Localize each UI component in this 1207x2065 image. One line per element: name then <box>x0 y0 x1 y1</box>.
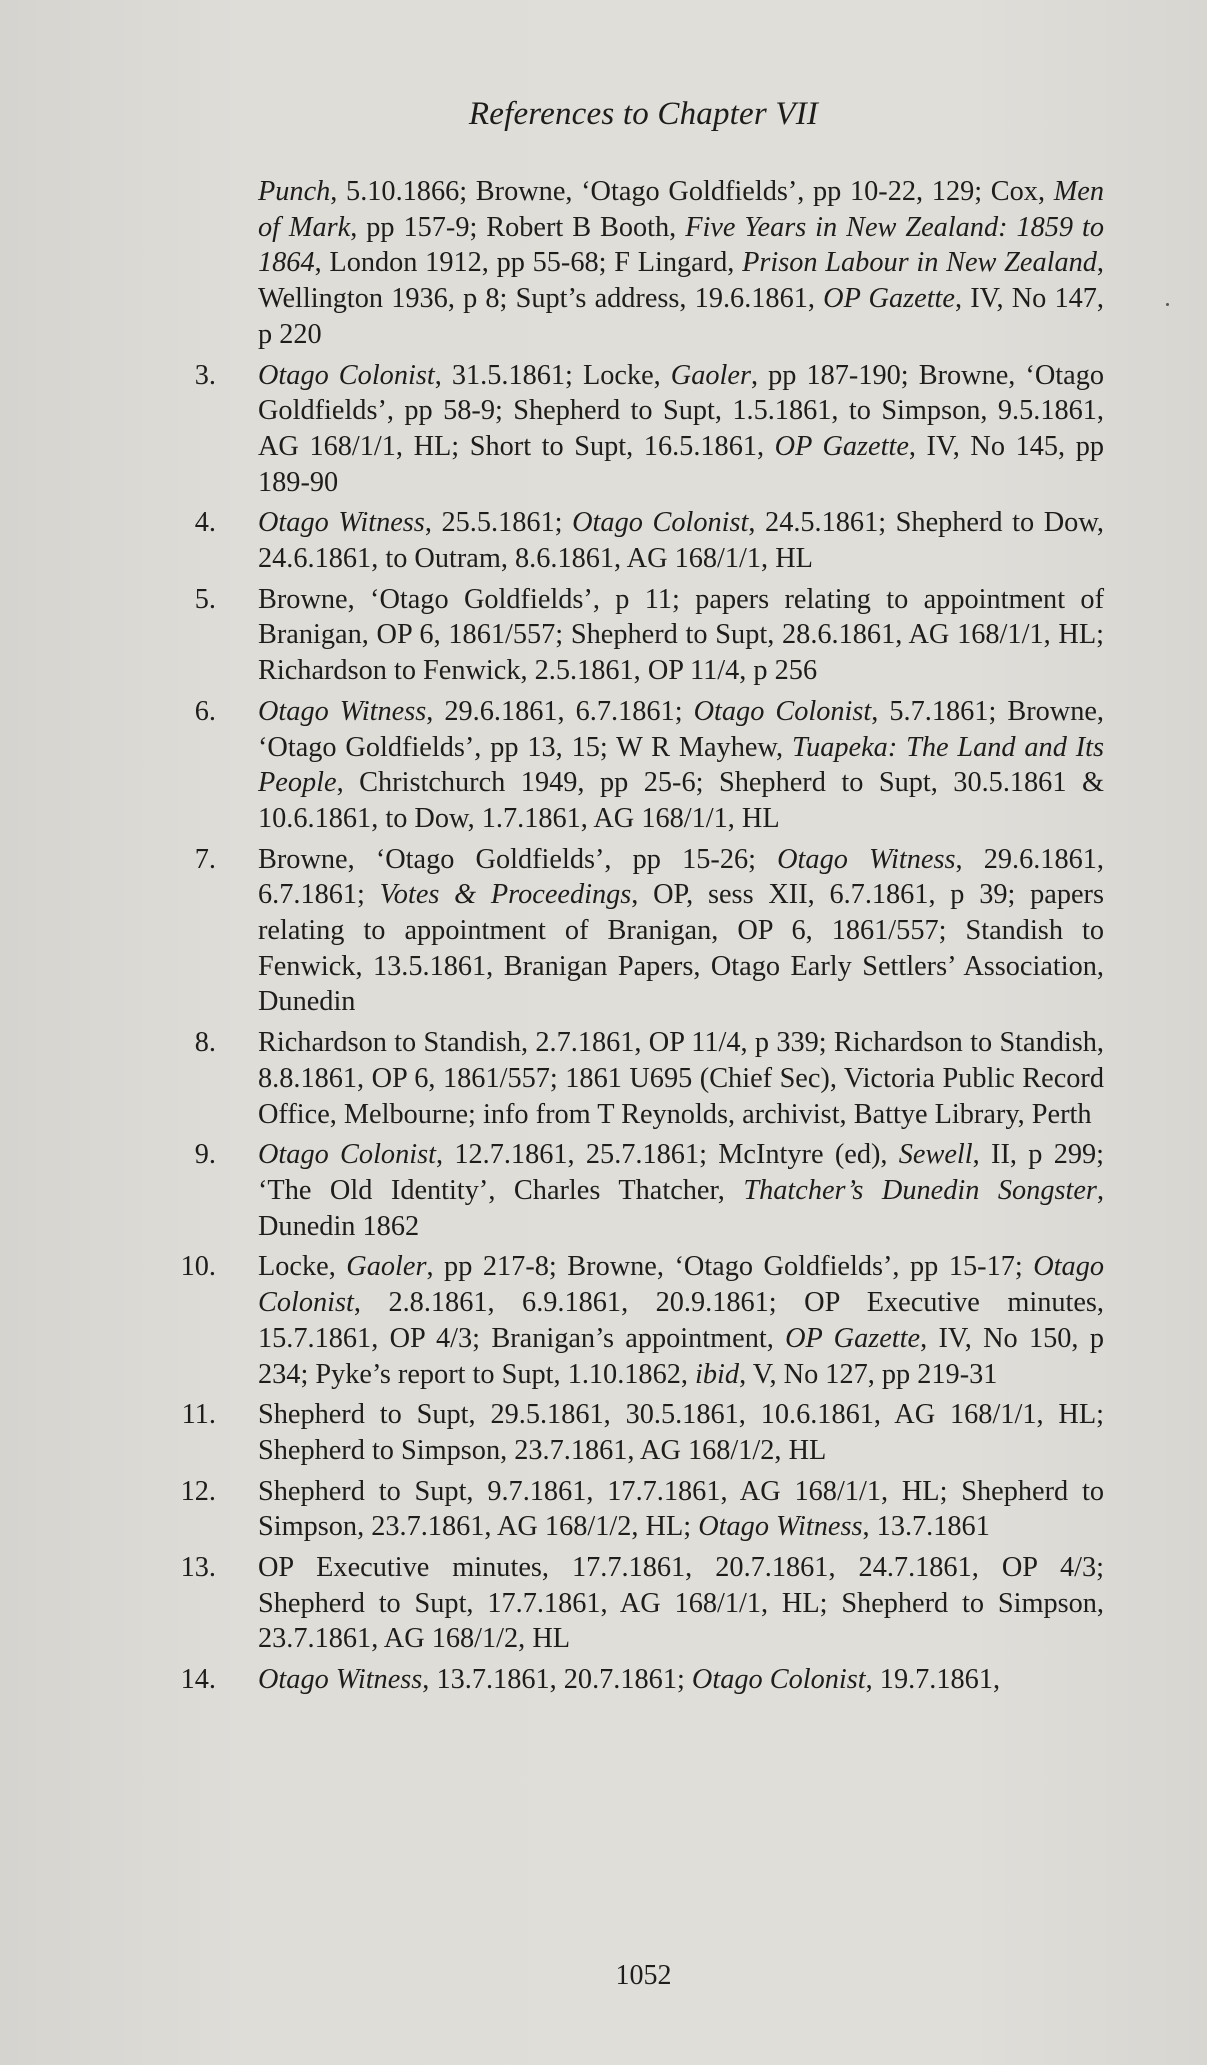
reference-text <box>258 1552 1104 1654</box>
reference-title: Punch <box>258 176 331 207</box>
reference-entry <box>176 1137 1104 1244</box>
reference-title: Votes & Proceedings <box>379 879 632 911</box>
reference-segment: Shepherd to Supt, 29.5.1861, 30.5.1861, 10.6.1861, AG 168/1/1, HL; Shepherd to Simpson, 23.7.1861, AG 168/1/2, HL <box>258 1399 1104 1466</box>
reference-number: 10. <box>180 1251 216 1283</box>
reference-segment: , 2.8.1861, 6.9.1861, 20.9.1861; OP Executive minutes, 15.7.1861, OP 4/3; Branigan’s appointment, <box>258 1287 1104 1354</box>
reference-segment: , 13.7.1861, 20.7.1861; <box>422 1664 692 1696</box>
reference-segment: , IV, No 147, p 220 <box>258 283 1105 350</box>
reference-segment: Browne, ‘Otago Goldfields’, pp 15-26; <box>258 843 778 875</box>
reference-entry <box>176 1662 1104 1698</box>
reference-entry <box>176 1397 1104 1468</box>
reference-text <box>258 1399 1104 1466</box>
reference-entry <box>176 1474 1104 1545</box>
reference-entry <box>176 174 1104 353</box>
reference-title: Otago Colonist <box>258 1139 436 1171</box>
reference-segment: , pp 217-8; Browne, ‘Otago Goldfields’, pp 15-17; <box>426 1251 1034 1283</box>
reference-text <box>258 360 1104 498</box>
reference-title: Thatcher’s Dunedin Songster <box>743 1174 1097 1206</box>
reference-entry <box>176 1249 1104 1392</box>
reference-number: 9. <box>194 1139 216 1171</box>
reference-number: 3. <box>194 359 216 391</box>
reference-text <box>258 696 1104 834</box>
reference-segment: , 29.6.1861, 6.7.1861; <box>426 695 694 727</box>
reference-title: Otago Colonist <box>572 507 749 539</box>
reference-text <box>258 844 1104 1018</box>
reference-title: Otago Colonist <box>258 1251 1104 1319</box>
reference-segment: , Dunedin 1862 <box>258 1174 1105 1242</box>
reference-text <box>258 1251 1104 1389</box>
reference-segment: , 13.7.1861 <box>862 1511 990 1543</box>
reference-segment: Locke, <box>258 1251 347 1283</box>
reference-title: Otago Colonist <box>258 359 435 391</box>
reference-number: 14. <box>180 1664 216 1696</box>
reference-title: Otago Witness <box>777 843 956 875</box>
reference-segment: , 5.10.1866; Browne, ‘Otago Goldfields’, pp 10-22, 129; Cox, <box>330 176 1054 207</box>
reference-segment: , IV, No 150, p 234; Pyke’s report to Supt, 1.10.1862, <box>258 1322 1104 1390</box>
reference-entry <box>176 694 1104 837</box>
reference-text <box>258 176 1104 350</box>
reference-title: Five Years in New Zealand: 1859 to 1864 <box>258 211 1104 279</box>
reference-entry <box>176 842 1104 1021</box>
reference-title: Otago Colonist <box>691 1664 866 1696</box>
reference-entry <box>176 1550 1104 1657</box>
reference-segment: OP Executive minutes, 17.7.1861, 20.7.1861, 24.7.1861, OP 4/3; Shepherd to Supt, 17.7.1861, AG 168/1/1, HL; Shepherd to Simpson, 23.7.1861, AG 168/1/2, HL <box>258 1552 1104 1655</box>
reference-number: 11. <box>181 1399 216 1431</box>
reference-number: 8. <box>194 1027 216 1059</box>
page-speck <box>1166 303 1169 306</box>
reference-title: Otago Witness <box>258 695 427 727</box>
reference-entry <box>176 1025 1104 1132</box>
reference-title: Otago Colonist <box>693 695 872 727</box>
reference-segment: , II, p 299; ‘The Old Identity’, Charles Thatcher, <box>258 1139 1105 1206</box>
reference-segment: , 31.5.1861; Locke, <box>434 359 671 391</box>
reference-entry <box>176 358 1104 501</box>
reference-segment: , Wellington 1936, p 8; Supt’s address, 19.6.1861, <box>258 247 1104 315</box>
reference-title: OP Gazette <box>785 1322 921 1354</box>
reference-number: 6. <box>194 695 216 727</box>
page-number: 1052 <box>615 1960 672 1991</box>
reference-title: Otago Witness <box>258 507 425 539</box>
reference-title: Men of Mark <box>258 176 1104 243</box>
reference-segment: , 19.7.1861, <box>865 1664 1001 1696</box>
reference-entry <box>176 505 1104 576</box>
reference-text <box>258 1476 1104 1543</box>
reference-title: OP Gazette <box>774 430 909 462</box>
reference-segment: , 5.7.1861; Browne, ‘Otago Goldfields’, pp 13, 15; W R Mayhew, <box>258 695 1104 763</box>
reference-list <box>176 174 1104 1703</box>
reference-title: Sewell <box>898 1139 973 1171</box>
running-head: References to Chapter VII <box>468 96 819 132</box>
reference-number: 13. <box>180 1552 216 1584</box>
reference-number: 7. <box>194 843 216 875</box>
reference-title: Gaoler <box>346 1251 427 1283</box>
reference-title: Otago Witness <box>698 1511 863 1543</box>
reference-entry <box>176 582 1104 689</box>
reference-text <box>258 1664 1000 1695</box>
reference-segment: , 29.6.1861, 6.7.1861; <box>258 843 1104 911</box>
reference-segment: , London 1912, pp 55-68; F Lingard, <box>314 247 743 279</box>
reference-number: 12. <box>180 1475 216 1507</box>
reference-segment: , pp 157-9; Robert B Booth, <box>350 211 686 243</box>
reference-text <box>258 507 1104 574</box>
reference-segment: , pp 187-190; Browne, ‘Otago Goldfields’, pp 58-9; Shepherd to Supt, 1.5.1861, to Simpson, 9.5.1861, AG 168/1/1, HL; Short to Supt, 16.5.1861, <box>258 359 1104 462</box>
reference-number: 5. <box>194 583 216 615</box>
reference-text <box>258 1139 1104 1241</box>
reference-text <box>258 1027 1104 1129</box>
reference-title: OP Gazette <box>823 283 955 315</box>
reference-text <box>258 584 1104 686</box>
reference-segment: , IV, No 145, pp 189-90 <box>258 430 1104 498</box>
reference-segment: Shepherd to Supt, 9.7.1861, 17.7.1861, AG 168/1/1, HL; Shepherd to Simpson, 23.7.1861, AG 168/1/2, HL; <box>258 1475 1104 1543</box>
reference-segment: , V, No 127, pp 219-31 <box>739 1358 998 1390</box>
reference-segment: , OP, sess XII, 6.7.1861, p 39; papers relating to appointment of Branigan, OP 6, 1861/557; Standish to Fenwick, 13.5.1861, Branigan Papers, Otago Early Settlers’ Association, Dunedin <box>258 879 1104 1018</box>
reference-segment: , 12.7.1861, 25.7.1861; McIntyre (ed), <box>435 1139 899 1171</box>
reference-segment: , 25.5.1861; <box>424 507 573 539</box>
reference-title: Prison Labour in New Zealand <box>742 247 1097 279</box>
reference-title: ibid <box>695 1358 740 1390</box>
reference-segment: Browne, ‘Otago Goldfields’, p 11; papers relating to appointment of Branigan, OP 6, 1861/557; Shepherd to Supt, 28.6.1861, AG 168/1/1, HL; Richardson to Fenwick, 2.5.1861, OP 11/4, p 256 <box>258 583 1104 687</box>
reference-segment: , Christchurch 1949, pp 25-6; Shepherd to Supt, 30.5.1861 & 10.6.1861, to Dow, 1.7.1861, AG 168/1/1, HL <box>258 767 1104 834</box>
reference-segment: Richardson to Standish, 2.7.1861, OP 11/4, p 339; Richardson to Standish, 8.8.1861, OP 6, 1861/557; 1861 U695 (Chief Sec), Victoria Public Record Office, Melbourne; info from T Reynolds, archivist, Battye Library, Perth <box>258 1027 1104 1130</box>
reference-title: Otago Witness <box>258 1664 423 1696</box>
reference-number: 4. <box>194 507 216 539</box>
reference-title: Tuapeka: The Land and Its People <box>258 731 1104 799</box>
reference-segment: , 24.5.1861; Shepherd to Dow, 24.6.1861, to Outram, 8.6.1861, AG 168/1/1, HL <box>258 507 1104 575</box>
reference-title: Gaoler <box>670 359 751 391</box>
